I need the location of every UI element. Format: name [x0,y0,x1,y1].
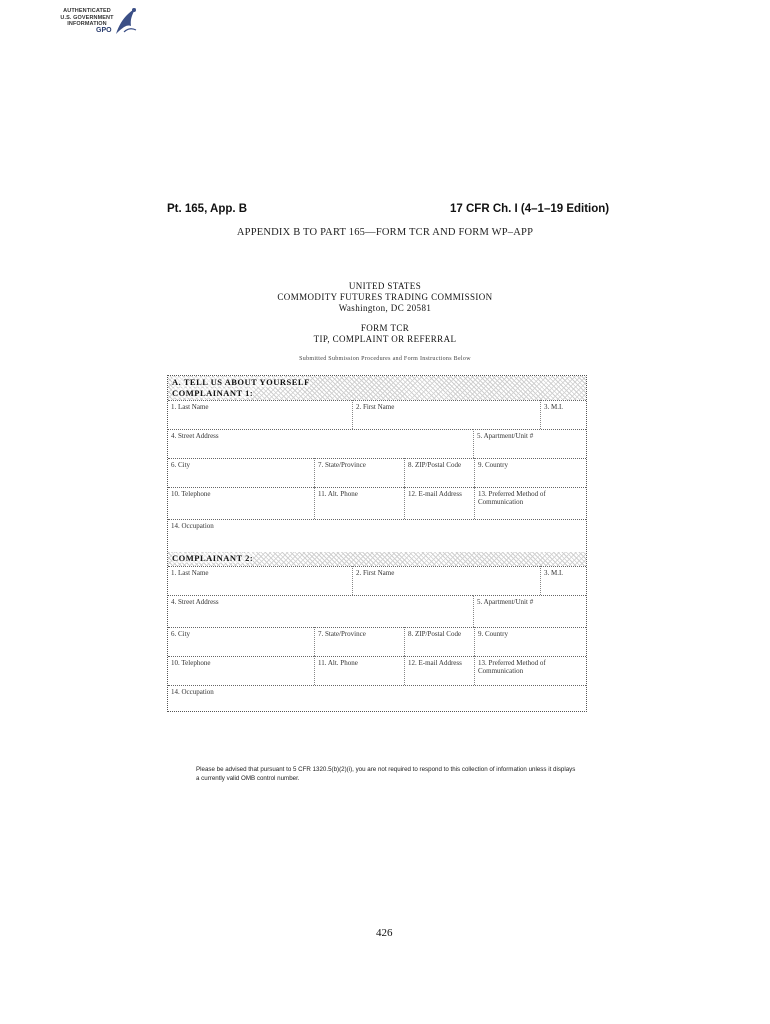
c1-alt-phone-field[interactable]: 11. Alt. Phone [314,487,404,519]
gpo-badge-line3: INFORMATION [67,21,107,27]
submission-note: Submitted Submission Procedures and Form Instructions Below [299,356,471,362]
c2-last-name-field[interactable]: 1. Last Name [168,566,352,595]
agency-line1: UNITED STATES [348,281,422,291]
c2-preferred-method-field[interactable]: 13. Preferred Method of Communication [474,656,586,685]
c1-email-field[interactable]: 12. E-mail Address [404,487,474,519]
c2-zip-field[interactable]: 8. ZIP/Postal Code [404,627,474,656]
form-description: TIP, COMPLAINT OR REFERRAL [313,334,457,344]
c1-zip-field[interactable]: 8. ZIP/Postal Code [404,458,474,487]
c2-first-name-field[interactable]: 2. First Name [352,566,540,595]
form-tcr-box [167,375,587,712]
c2-street-field[interactable]: 4. Street Address [168,595,473,627]
complainant2-header [168,552,586,566]
page-number: 426 [376,927,393,939]
section-a-header [168,376,586,400]
complainant1-label: COMPLAINANT 1: [172,388,254,398]
running-head-right: 17 CFR Ch. I (4–1–19 Edition) [450,203,610,215]
gpo-badge-line2: U.S. GOVERNMENT [60,14,114,21]
gpo-eagle-icon [112,4,140,38]
c1-telephone-field[interactable]: 10. Telephone [168,487,314,519]
c1-state-field[interactable]: 7. State/Province [314,458,404,487]
appendix-title: APPENDIX B TO PART 165—FORM TCR AND FORM WP–APP [236,227,534,238]
c2-state-field[interactable]: 7. State/Province [314,627,404,656]
section-a-title: A. TELL US ABOUT YOURSELF [172,377,310,387]
agency-line2: COMMODITY FUTURES TRADING COMMISSION [277,292,493,302]
c1-country-field[interactable]: 9. Country [474,458,586,487]
c1-preferred-method-field[interactable]: 13. Preferred Method of Communication [474,487,586,519]
c2-alt-phone-field[interactable]: 11. Alt. Phone [314,656,404,685]
c2-email-field[interactable]: 12. E-mail Address [404,656,474,685]
agency-line3: Washington, DC 20581 [338,303,432,313]
c2-occupation-field[interactable]: 14. Occupation [168,685,586,711]
agency-block [167,281,603,314]
c1-occupation-field[interactable]: 14. Occupation [168,519,586,549]
gpo-badge-line1: AUTHENTICATED [63,8,111,14]
complainant2-label: COMPLAINANT 2: [172,553,254,563]
c1-city-field[interactable]: 6. City [168,458,314,487]
running-head-left: Pt. 165, App. B [167,203,248,215]
c1-apt-field[interactable]: 5. Apartment/Unit # [473,429,586,458]
c1-mi-field[interactable]: 3. M.I. [540,400,586,429]
c1-street-field[interactable]: 4. Street Address [168,429,473,458]
c2-city-field[interactable]: 6. City [168,627,314,656]
gpo-logo-word: GPO [96,27,112,34]
c1-last-name-field[interactable]: 1. Last Name [168,400,352,429]
c2-apt-field[interactable]: 5. Apartment/Unit # [473,595,586,627]
c2-country-field[interactable]: 9. Country [474,627,586,656]
c2-telephone-field[interactable]: 10. Telephone [168,656,314,685]
c1-first-name-field[interactable]: 2. First Name [352,400,540,429]
omb-notice: Please be advised that pursuant to 5 CFR 1320.5(b)(2)(i), you are not required to respond to this collection of information unless it displays a currently valid OMB control number. [196,766,576,782]
c2-mi-field[interactable]: 3. M.I. [540,566,586,595]
form-name: FORM TCR [360,323,410,333]
gpo-badge-text [56,8,118,28]
form-title-block [167,323,603,345]
